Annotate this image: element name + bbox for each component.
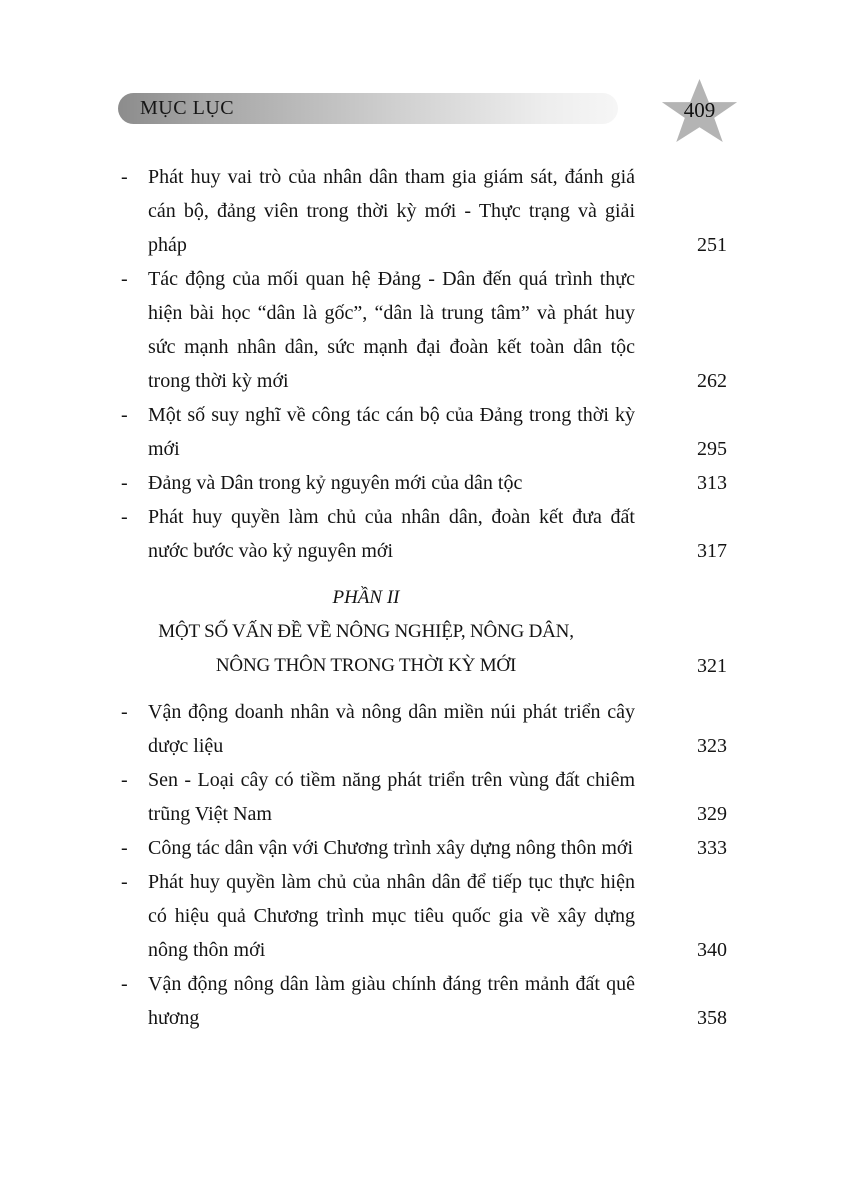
entry-title: Phát huy quyền làm chủ của nhân dân để tiếp tục thực hiện có hiệu quả Chương trình mục tiêu quốc gia về xây dựng nông thôn mới	[148, 871, 635, 961]
entry-dash-marker: -	[121, 769, 128, 791]
entry-page-number: 333	[697, 837, 727, 859]
running-header-title: MỤC LỤC	[140, 97, 235, 119]
entry-dash-marker: -	[121, 472, 128, 494]
table-of-contents	[118, 160, 727, 1035]
toc-entry	[118, 831, 727, 865]
entry-title: Sen - Loại cây có tiềm năng phát triển trên vùng đất chiêm trũng Việt Nam	[148, 769, 635, 825]
toc-entry	[118, 398, 727, 466]
entry-title: Vận động nông dân làm giàu chính đáng trên mảnh đất quê hương	[148, 973, 635, 1029]
entry-dash-marker: -	[121, 268, 128, 290]
entry-page-number: 340	[697, 939, 727, 961]
toc-entry	[118, 967, 727, 1035]
entry-dash-marker: -	[121, 837, 128, 859]
toc-entry	[118, 500, 727, 568]
part2-label: PHẦN II	[332, 587, 400, 608]
entry-dash-marker: -	[121, 166, 128, 188]
toc-entry	[118, 763, 727, 831]
entry-dash-marker: -	[121, 973, 128, 995]
part2-title-line1: MỘT SỐ VẤN ĐỀ VỀ NÔNG NGHIỆP, NÔNG DÂN,	[158, 621, 574, 642]
entry-title: Công tác dân vận với Chương trình xây dựng nông thôn mới	[148, 837, 634, 859]
toc-entry	[118, 262, 727, 398]
running-header-bar	[118, 93, 618, 124]
part2-title-line2: NÔNG THÔN TRONG THỜI KỲ MỚI	[215, 655, 517, 676]
entry-page-number: 251	[697, 234, 727, 256]
part2-heading	[118, 581, 727, 683]
toc-entry	[118, 466, 727, 500]
entry-page-number: 329	[697, 803, 727, 825]
toc-entry	[118, 160, 727, 262]
toc-entries-part1	[118, 160, 727, 568]
entry-page-number: 317	[697, 540, 727, 562]
page-number-star	[660, 79, 739, 145]
page-number: 409	[683, 97, 716, 122]
entry-title: Phát huy quyền làm chủ của nhân dân, đoàn kết đưa đất nước bước vào kỷ nguyên mới	[148, 506, 635, 562]
entry-page-number: 323	[697, 735, 727, 757]
toc-entry	[118, 695, 727, 763]
entry-dash-marker: -	[121, 404, 128, 426]
entry-title: Đảng và Dân trong kỷ nguyên mới của dân tộc	[148, 472, 523, 494]
entry-dash-marker: -	[121, 871, 128, 893]
entry-page-number: 295	[697, 438, 727, 460]
part2-heading-inner	[118, 581, 614, 683]
entry-page-number: 358	[697, 1007, 727, 1029]
toc-entries-part2	[118, 695, 727, 1035]
entry-title: Tác động của mối quan hệ Đảng - Dân đến quá trình thực hiện bài học “dân là gốc”, “dân là trung tâm” và phát huy sức mạnh nhân dân, sức mạnh đại đoàn kết toàn dân tộc trong thời kỳ mới	[148, 268, 635, 392]
entry-title: Một số suy nghĩ về công tác cán bộ của Đảng trong thời kỳ mới	[148, 404, 635, 460]
toc-entry	[118, 865, 727, 967]
entry-page-number: 313	[697, 472, 727, 494]
entry-title: Phát huy vai trò của nhân dân tham gia giám sát, đánh giá cán bộ, đảng viên trong thời kỳ mới - Thực trạng và giải pháp	[148, 166, 635, 256]
part2-page-number: 321	[697, 655, 727, 677]
entry-dash-marker: -	[121, 701, 128, 723]
entry-page-number: 262	[697, 370, 727, 392]
entry-title: Vận động doanh nhân và nông dân miền núi phát triển cây dược liệu	[148, 701, 635, 757]
entry-dash-marker: -	[121, 506, 128, 528]
